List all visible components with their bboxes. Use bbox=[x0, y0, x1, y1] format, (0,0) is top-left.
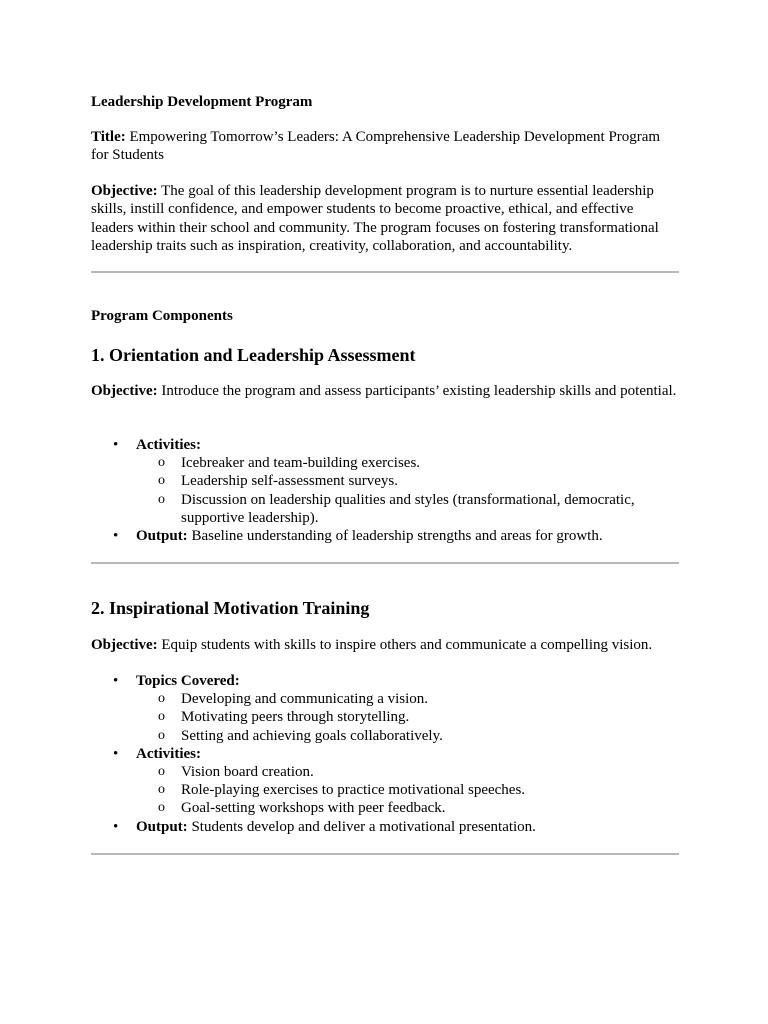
objective-text: Introduce the program and assess participants’ existing leadership skills and potential. bbox=[161, 383, 677, 399]
sub-bullet-icon: o bbox=[158, 782, 165, 798]
sub-list-item bbox=[136, 763, 679, 781]
bullet-icon: • bbox=[113, 673, 119, 689]
horizontal-divider bbox=[91, 271, 679, 273]
sub-bullet-icon: o bbox=[158, 691, 165, 707]
sub-bullet-icon: o bbox=[158, 709, 165, 725]
output-label: Output: bbox=[136, 528, 188, 545]
title-text: Empowering Tomorrow’s Leaders: A Comprehensive Leadership Development Program for Students bbox=[91, 129, 661, 164]
output-text: Students develop and deliver a motivational presentation. bbox=[191, 818, 536, 835]
program-components-label: Program Components bbox=[91, 308, 233, 324]
bullet-icon: • bbox=[113, 818, 119, 835]
section-heading: 2. Inspirational Motivation Training bbox=[91, 598, 370, 618]
section-heading: 1. Orientation and Leadership Assessment bbox=[91, 345, 416, 365]
sub-bullet-icon: o bbox=[158, 727, 165, 743]
bullet-icon: • bbox=[113, 745, 119, 762]
sub-bullet-icon: o bbox=[158, 473, 165, 489]
section-bullet-list bbox=[91, 436, 679, 545]
activities-sublist bbox=[136, 763, 679, 818]
objective-label: Objective: bbox=[91, 183, 158, 199]
sub-bullet-icon: o bbox=[158, 455, 165, 471]
sub-bullet-icon: o bbox=[158, 491, 165, 507]
sub-list-item bbox=[136, 781, 679, 799]
list-item bbox=[91, 527, 679, 545]
sub-list-item bbox=[136, 708, 679, 726]
title-paragraph bbox=[91, 128, 679, 165]
topic-text: Motivating peers through storytelling. bbox=[181, 709, 410, 726]
bullet-icon: • bbox=[113, 528, 119, 545]
sub-list-item bbox=[136, 690, 679, 708]
activities-label: Activities: bbox=[136, 437, 201, 453]
sub-bullet-icon: o bbox=[158, 764, 165, 780]
topic-text: Developing and communicating a vision. bbox=[181, 691, 429, 708]
activity-text: Icebreaker and team-building exercises. bbox=[181, 455, 421, 472]
activity-text: Leadership self-assessment surveys. bbox=[181, 473, 399, 490]
activity-text: Vision board creation. bbox=[181, 764, 314, 781]
activity-text: Role-playing exercises to practice motivational speeches. bbox=[181, 782, 526, 799]
output-text: Baseline understanding of leadership strengths and areas for growth. bbox=[191, 528, 603, 545]
section-bullet-list bbox=[91, 672, 679, 836]
horizontal-divider bbox=[91, 853, 679, 855]
objective-paragraph bbox=[91, 182, 679, 256]
topics-label: Topics Covered: bbox=[136, 673, 240, 689]
list-item bbox=[91, 672, 679, 745]
list-item bbox=[91, 745, 679, 818]
sub-list-item bbox=[136, 454, 679, 472]
objective-text: Equip students with skills to inspire others and communicate a compelling vision. bbox=[161, 637, 653, 653]
section-objective bbox=[91, 636, 679, 654]
objective-label: Objective: bbox=[91, 637, 158, 653]
activity-text: Goal-setting workshops with peer feedback. bbox=[181, 800, 446, 817]
output-label: Output: bbox=[136, 818, 188, 835]
activity-text: Discussion on leadership qualities and styles (transformational, democratic, supportive leadership). bbox=[181, 491, 635, 526]
bullet-icon: • bbox=[113, 437, 119, 453]
section-objective bbox=[91, 382, 679, 400]
document-title: Leadership Development Program bbox=[91, 94, 313, 110]
topic-text: Setting and achieving goals collaboratively. bbox=[181, 727, 443, 744]
sub-list-item bbox=[136, 491, 679, 527]
objective-text: The goal of this leadership development program is to nurture essential leadership skills, instill confidence, and empower students to become proactive, ethical, and effective leaders within their school and community. The program focuses on fostering transformational leadership traits such as inspiration, creativity, collaboration, and accountability. bbox=[91, 183, 659, 255]
title-label: Title: bbox=[91, 129, 126, 145]
topics-sublist bbox=[136, 690, 679, 745]
list-item bbox=[91, 818, 679, 836]
objective-label: Objective: bbox=[91, 383, 158, 399]
sub-bullet-icon: o bbox=[158, 800, 165, 816]
sub-list-item bbox=[136, 727, 679, 745]
horizontal-divider bbox=[91, 562, 679, 564]
activities-label: Activities: bbox=[136, 745, 201, 762]
sub-list-item bbox=[136, 799, 679, 817]
activities-sublist bbox=[136, 454, 679, 527]
sub-list-item bbox=[136, 472, 679, 490]
list-item bbox=[91, 436, 679, 527]
